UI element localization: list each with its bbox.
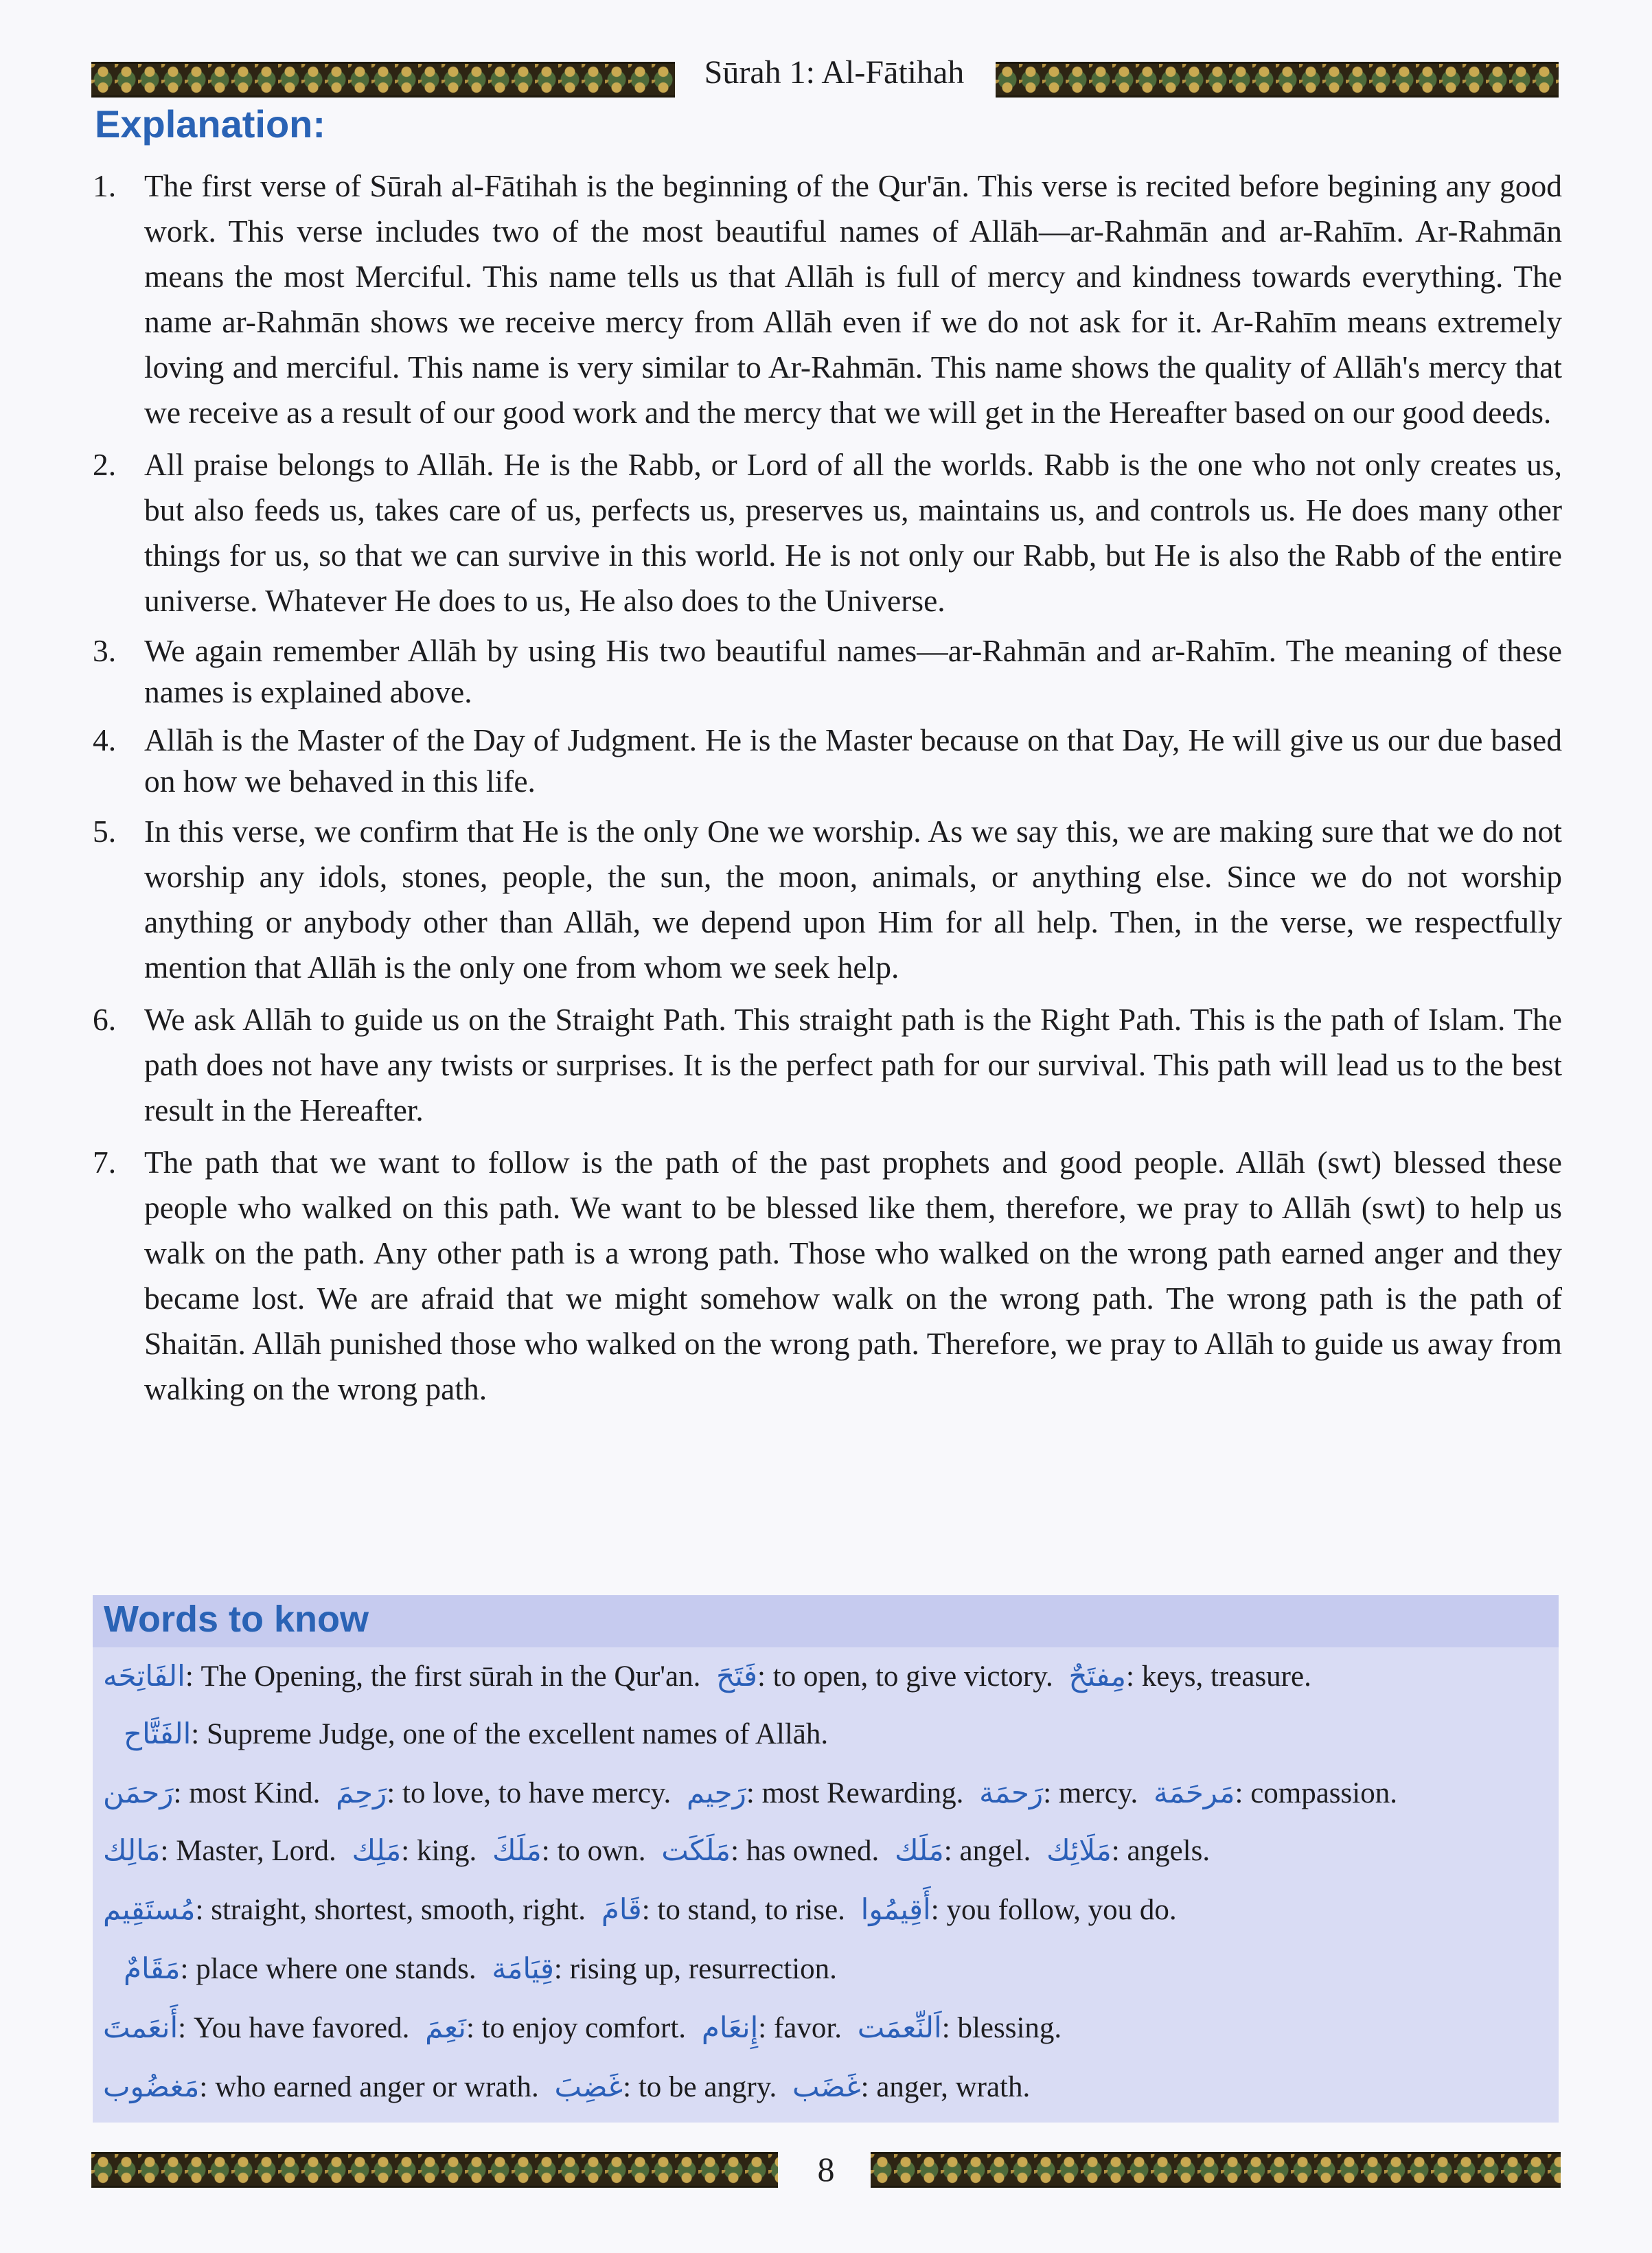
item-number: 5. xyxy=(93,814,117,849)
arabic-term: غَضِبَ xyxy=(554,2070,623,2103)
arabic-term: فَتَحَ xyxy=(716,1659,757,1693)
term-meaning: angels. xyxy=(1127,1835,1211,1867)
term-meaning: most Rewarding. xyxy=(761,1777,964,1809)
explanation-list xyxy=(93,163,1562,1412)
term-meaning: place where one stands. xyxy=(196,1953,477,1985)
term-meaning: The Opening, the first sūrah in the Qur'an. xyxy=(200,1660,701,1693)
term-meaning: has owned. xyxy=(746,1835,880,1867)
footer-ornament-left xyxy=(91,2152,778,2188)
term-meaning: to stand, to rise. xyxy=(657,1894,845,1926)
term-meaning: Master, Lord. xyxy=(176,1835,336,1867)
vocab-row: مَغضُوب: who earned anger or wrath. غَضِبَ: to be angry. غَضَب: anger, wrath. xyxy=(103,2070,1031,2103)
item-text: Allāh is the Master of the Day of Judgment. He is the Master because on that Day, He will give us our due based on how we behaved in this life. xyxy=(144,722,1562,799)
list-item xyxy=(93,163,1562,435)
arabic-term: قَامَ xyxy=(601,1892,642,1926)
arabic-term: مَلَك xyxy=(894,1833,944,1867)
arabic-term: قِيَامَة xyxy=(492,1952,554,1985)
vocab-row: الفَاتِحَه: The Opening, the first sūrah in the Qur'an. فَتَحَ: to open, to give victory. مِفتَحٌ: keys, treasure. xyxy=(103,1659,1311,1693)
arabic-term: رَحمَن xyxy=(103,1776,174,1809)
arabic-term: مَالِك xyxy=(103,1833,161,1867)
vocab-row: مَالِك: Master, Lord. مَلِك: king. مَلَكَ: to own. مَلَكَت: has owned. مَلَك: angel. مَلَائِك: angels. xyxy=(103,1833,1211,1867)
term-meaning: Supreme Judge, one of the excellent names of Allāh. xyxy=(207,1718,829,1750)
arabic-term: مِفتَحٌ xyxy=(1068,1659,1126,1693)
arabic-term: غَضَب xyxy=(792,2070,861,2103)
term-meaning: to be angry. xyxy=(638,2071,777,2103)
term-meaning: mercy. xyxy=(1058,1777,1138,1809)
arabic-term: مَلَكَت xyxy=(661,1833,731,1867)
arabic-term: مَلَكَ xyxy=(492,1833,542,1867)
item-number: 1. xyxy=(93,168,117,203)
item-number: 7. xyxy=(93,1145,117,1180)
words-to-know-heading: Words to know xyxy=(104,1599,369,1640)
term-meaning: rising up, resurrection. xyxy=(569,1953,837,1985)
term-meaning: to love, to have mercy. xyxy=(402,1777,672,1809)
item-number: 2. xyxy=(93,447,117,482)
term-meaning: king. xyxy=(417,1835,477,1867)
arabic-term: مَلَائِك xyxy=(1046,1833,1112,1867)
list-item xyxy=(93,809,1562,990)
arabic-term: مَقَامٌ xyxy=(124,1952,181,1985)
item-text: We ask Allāh to guide us on the Straight Path. This straight path is the Right Path. This is the path of Islam. The path does not have any twists or surprises. It is the perfect path for our survival. This path will lead us to the best result in the Hereafter. xyxy=(144,1002,1562,1128)
words-to-know-box xyxy=(93,1595,1559,2123)
arabic-term: إِنعَام xyxy=(701,2011,759,2044)
term-meaning: favor. xyxy=(773,2012,842,2044)
arabic-term: مُستَقِيم xyxy=(103,1892,196,1926)
arabic-term: اَلنِّعمَت xyxy=(857,2011,942,2044)
arabic-term: مَرحَمَة xyxy=(1154,1776,1235,1809)
arabic-term: مَغضُوب xyxy=(103,2070,200,2103)
list-item xyxy=(93,720,1562,802)
footer-ornament-right xyxy=(871,2152,1561,2188)
page-header-title: Sūrah 1: Al-Fātihah xyxy=(704,54,965,91)
vocab-row: رَحمَن: most Kind. رَحِمَ: to love, to have mercy. رَحِيم: most Rewarding. رَحمَة: mercy. مَرحَمَة: compassion. xyxy=(103,1776,1397,1809)
item-number: 3. xyxy=(93,633,117,668)
arabic-term: رَحِيم xyxy=(687,1776,746,1809)
page-number: 8 xyxy=(817,2150,835,2188)
arabic-term: الفَتَّاح xyxy=(124,1717,192,1750)
term-meaning: to open, to give victory. xyxy=(772,1660,1053,1693)
header-ornament-left xyxy=(91,62,675,98)
item-number: 6. xyxy=(93,1002,117,1037)
item-text: In this verse, we confirm that He is the only One we worship. As we say this, we are making sure that we do not worship any idols, stones, people, the sun, the moon, animals, or anything else. Since we do not worship anything or anybody other than Allāh, we depend upon Him for all help. Then, in the verse, we respectfully mention that Allāh is the only one from whom we seek help. xyxy=(144,814,1562,985)
arabic-term: أَنعَمتَ xyxy=(103,2011,179,2044)
term-meaning: anger, wrath. xyxy=(876,2071,1031,2103)
item-text: All praise belongs to Allāh. He is the Rabb, or Lord of all the worlds. Rabb is the one who not only creates us, but also feeds us, takes care of us, perfects us, preserves us, maintains us, and controls us. He does many other things for us, so that we can survive in this world. He is not only our Rabb, but He is also the Rabb of the entire universe. Whatever He does to us, He also does to the Universe. xyxy=(144,447,1562,618)
item-text: The path that we want to follow is the path of the past prophets and good people. Allāh (swt) blessed these people who walked on this path. We want to be blessed like them, therefore, we pray to Allāh (swt) to help us walk on the path. Any other path is a wrong path. Those who walked on the wrong path earned anger and they became lost. We are afraid that we might somehow walk on the wrong path. The wrong path is the path of Shaitān. Allāh punished those who walked on the wrong path. Therefore, we pray to Allāh to guide us away from walking on the wrong path. xyxy=(144,1145,1562,1406)
vocab-row: مُستَقِيم: straight, shortest, smooth, right. قَامَ: to stand, to rise. أَقِيمُوا: you follow, you do. xyxy=(103,1892,1177,1926)
arabic-term: الفَاتِحَه xyxy=(103,1659,185,1693)
arabic-term: رَحمَة xyxy=(979,1776,1044,1809)
term-meaning: straight, shortest, smooth, right. xyxy=(211,1894,586,1926)
header-ornament-right xyxy=(996,62,1559,98)
vocab-row: مَقَامٌ: place where one stands. قِيَامَة: rising up, resurrection. xyxy=(124,1952,837,1985)
term-meaning: blessing. xyxy=(957,2012,1062,2044)
item-number: 4. xyxy=(93,722,117,757)
term-meaning: keys, treasure. xyxy=(1141,1660,1311,1693)
list-item xyxy=(93,1140,1562,1412)
vocab-row: أَنعَمتَ: You have favored. نَعِمَ: to enjoy comfort. إِنعَام: favor. اَلنِّعمَت: blessing. xyxy=(103,2011,1062,2044)
list-item xyxy=(93,997,1562,1133)
term-meaning: to enjoy comfort. xyxy=(481,2012,687,2044)
term-meaning: who earned anger or wrath. xyxy=(215,2071,539,2103)
term-meaning: compassion. xyxy=(1250,1777,1397,1809)
item-text: We again remember Allāh by using His two beautiful names—ar-Rahmān and ar-Rahīm. The meaning of these names is explained above. xyxy=(144,633,1562,709)
arabic-term: أَقِيمُوا xyxy=(860,1892,931,1926)
term-meaning: most Kind. xyxy=(189,1777,321,1809)
arabic-term: رَحِمَ xyxy=(336,1776,387,1809)
arabic-term: مَلِك xyxy=(352,1833,402,1867)
term-meaning: angel. xyxy=(959,1835,1031,1867)
item-text: The first verse of Sūrah al-Fātihah is the beginning of the Qur'ān. This verse is recited before begining any good work. This verse includes two of the most beautiful names of Allāh—ar-Rahmān and ar-Rahīm. Ar-Rahmān means the most Merciful. This name tells us that Allāh is full of mercy and kindness towards everything. The name ar-Rahmān shows we receive mercy from Allāh even if we do not ask for it. Ar-Rahīm means extremely loving and merciful. This name is very similar to Ar-Rahmān. This name shows the quality of Allāh's mercy that we receive as a result of our good work and the mercy that we will get in the Hereafter based on our good deeds. xyxy=(144,168,1562,430)
list-item xyxy=(93,442,1562,624)
arabic-term: نَعِمَ xyxy=(425,2011,466,2044)
term-meaning: you follow, you do. xyxy=(946,1894,1177,1926)
term-meaning: to own. xyxy=(557,1835,646,1867)
list-item xyxy=(93,630,1562,713)
term-meaning: You have favored. xyxy=(193,2012,410,2044)
vocab-row: الفَتَّاح: Supreme Judge, one of the excellent names of Allāh. xyxy=(124,1717,829,1750)
explanation-heading: Explanation: xyxy=(95,102,326,146)
